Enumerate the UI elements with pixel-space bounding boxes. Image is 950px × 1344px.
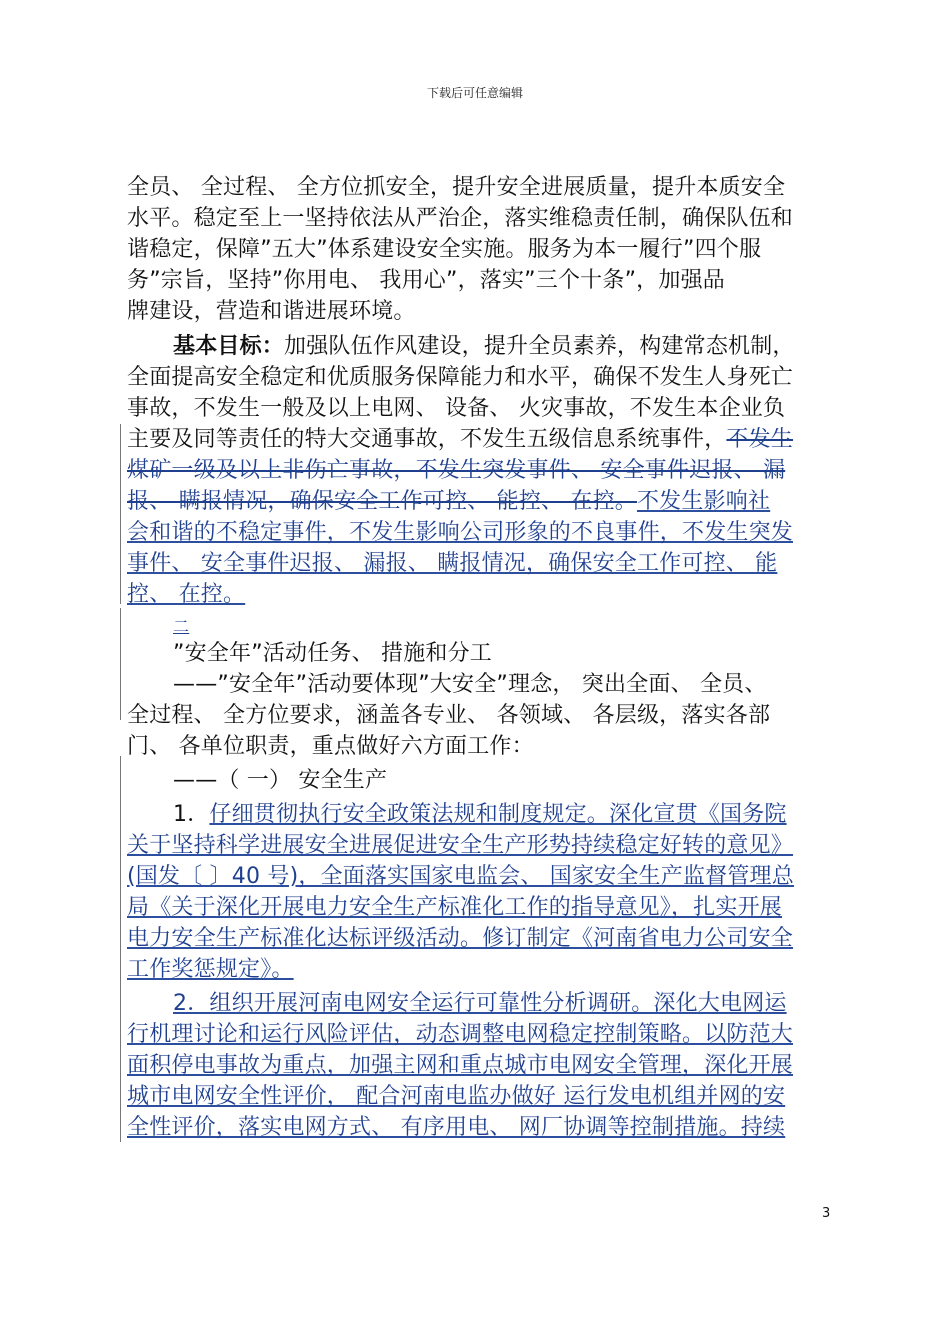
inserted-text: 控、 在控。	[127, 582, 246, 607]
deleted-text: 不发生	[726, 427, 794, 452]
revision-bar	[120, 756, 121, 1142]
inserted-text: 会和谐的不稳定事件，不发生影响公司形象的不良事件，不发生突发	[127, 520, 794, 545]
inserted-text: 工作奖惩规定》。	[127, 957, 294, 982]
inserted-text: 电力安全生产标准化达标评级活动。修订制定《河南省电力公司安全	[127, 926, 794, 951]
paragraph-line: ——”安全年”活动要体现”大安全”理念， 突出全面、 全员、	[173, 672, 767, 697]
paragraph-line	[127, 486, 833, 517]
inserted-text: 局《关于深化开展电力安全生产标准化工作的指导意见》，扎实开展	[127, 895, 783, 920]
deleted-text: 报、 瞒报情况，确保安全工作可控、 能控、 在控。	[127, 489, 637, 514]
inserted-text: 城市电网安全性评价， 配合河南电监办做好 运行发电机组并网的安	[127, 1084, 786, 1109]
inserted-text: 不发生影响社	[636, 489, 771, 514]
bold-heading: 基本目标：	[173, 334, 285, 359]
paragraph-line	[127, 579, 833, 610]
inserted-text: 关于坚持科学进展安全进展促进安全生产形势持续稳定好转的意见》	[127, 833, 794, 858]
inserted-text: 二	[173, 617, 190, 636]
paragraph-line	[127, 923, 833, 954]
inserted-text: (国发〔 〕40 号)，全面落实国家电监会、 国家安全生产监督管理总	[127, 864, 794, 889]
inserted-text: 事件、 安全事件迟报、 漏报、 瞒报情况，确保安全工作可控、 能	[127, 551, 778, 576]
paragraph-line	[127, 455, 833, 486]
paragraph-line	[127, 1050, 833, 1081]
paragraph-line: 事故，不发生一般及以上电网、 设备、 火灾事故，不发生本企业负	[127, 396, 786, 421]
paragraph-line: 水平。稳定至上一坚持依法从严治企，落实维稳责任制，确保队伍和	[127, 206, 794, 231]
paragraph-line	[127, 892, 833, 923]
paragraph-line	[127, 954, 833, 985]
item-number: 1．	[173, 802, 210, 827]
paragraph-line	[127, 988, 833, 1019]
paragraph-line: 门、 各单位职责，重点做好六方面工作：	[127, 734, 534, 759]
subsection-heading: ——（ 一） 安全生产	[173, 768, 388, 793]
paragraph-line	[127, 424, 833, 455]
page-header: 下载后可任意编辑	[426, 86, 523, 100]
paragraph-line: 全员、 全过程、 全方位抓安全，提升安全进展质量，提升本质安全	[127, 175, 786, 200]
document-body	[127, 172, 833, 1143]
paragraph-line	[127, 1112, 833, 1143]
paragraph-line	[127, 1081, 833, 1112]
inserted-text: 面积停电事故为重点，加强主网和重点城市电网安全管理，深化开展	[127, 1053, 794, 1078]
section-heading: ”安全年”活动任务、 措施和分工	[173, 641, 492, 666]
section-marker	[127, 610, 833, 638]
text-run: 主要及同等责任的特大交通事故，不发生五级信息系统事件，	[127, 427, 727, 452]
inserted-text: 全性评价，落实电网方式、 有序用电、 网厂协调等控制措施。持续	[127, 1115, 786, 1140]
paragraph-line: 全过程、 全方位要求，涵盖各专业、 各领域、 各层级，落实各部	[127, 703, 771, 728]
deleted-text: 煤矿一级及以上非伤亡事故，不发生突发事件、 安全事件迟报、 漏	[127, 458, 786, 483]
paragraph-line: 牌建设，营造和谐进展环境。	[127, 299, 416, 324]
inserted-text: 仔细贯彻执行安全政策法规和制度规定。深化宣贯《国务院	[209, 802, 787, 827]
paragraph-line: 务”宗旨，坚持”你用电、 我用心”，落实”三个十条”，加强品	[127, 268, 725, 293]
paragraph-line	[127, 799, 833, 830]
paragraph-line: 谐稳定，保障”五大”体系建设安全实施。服务为本一履行”四个服	[127, 237, 762, 262]
revision-bar	[120, 424, 121, 604]
page-number: 3	[822, 1206, 831, 1221]
text-run: 加强队伍作风建设，提升全员素养，构建常态机制，	[284, 334, 795, 359]
paragraph-line: 全面提高安全稳定和优质服务保障能力和水平，确保不发生人身死亡	[127, 365, 794, 390]
paragraph-line	[127, 548, 833, 579]
inserted-text: 2．组织开展河南电网安全运行可靠性分析调研。深化大电网运	[173, 991, 787, 1016]
revision-bar	[120, 608, 121, 720]
paragraph-line	[127, 1019, 833, 1050]
paragraph-line	[127, 861, 833, 892]
inserted-text: 行机理讨论和运行风险评估，动态调整电网稳定控制策略。以防范大	[127, 1022, 794, 1047]
paragraph-line	[127, 517, 833, 548]
paragraph-line	[127, 331, 833, 362]
paragraph-line	[127, 830, 833, 861]
